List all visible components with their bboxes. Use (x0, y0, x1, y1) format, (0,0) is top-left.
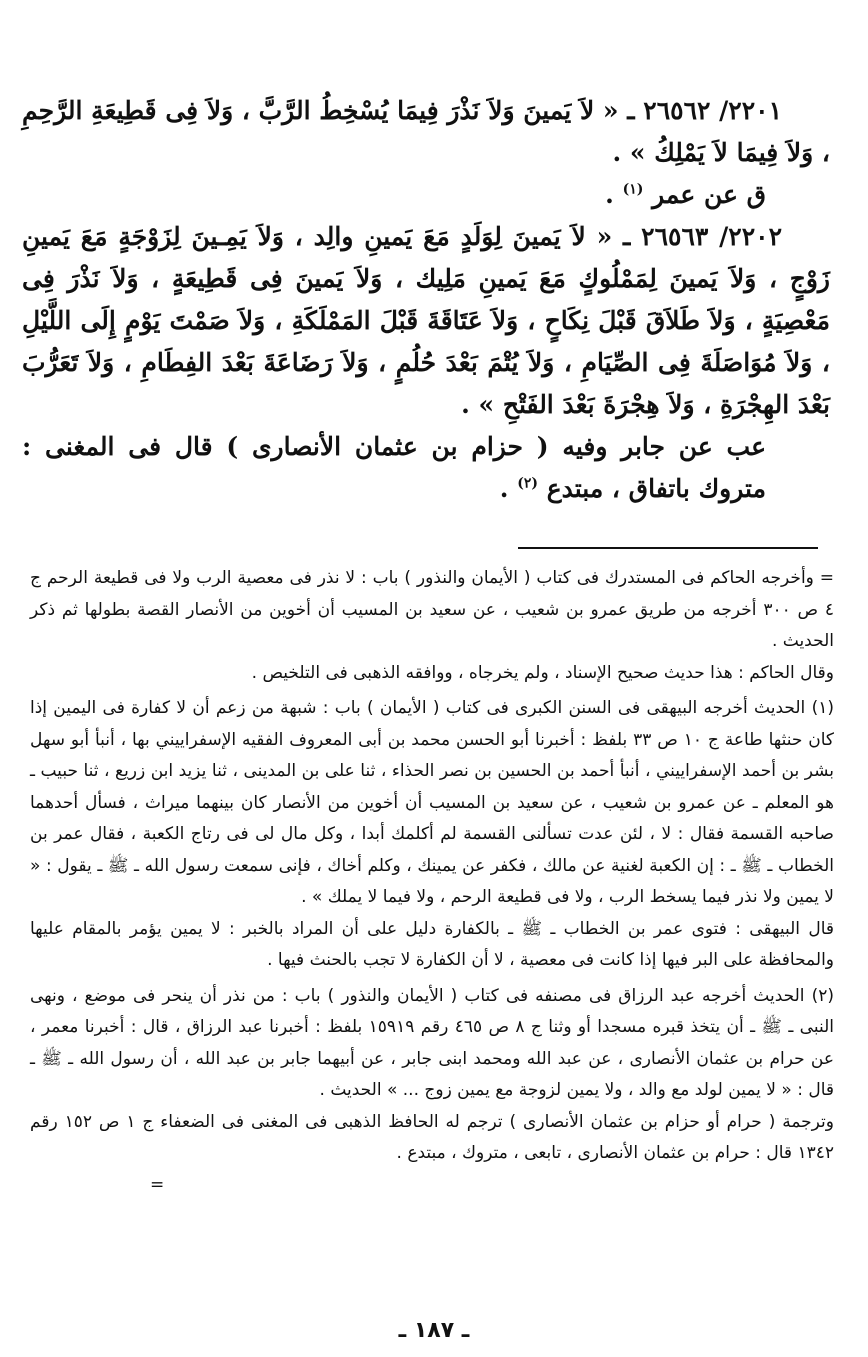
footnote-ref-1[interactable]: (١) (622, 181, 644, 198)
continues-mark: = (150, 1174, 165, 1195)
main-text (22, 90, 830, 510)
hadith-2202-source (22, 426, 830, 510)
source-text: ق عن عمر (652, 180, 766, 209)
footnote-tarjama: وترجمة ( حرام أو حزام بن عثمان الأنصارى ) ترجم له الحافظ الذهبى فى المغنى فى الضعفاء ج ١ ص ١٥٢ رقم ١٣٤٢ قال : حرام بن عثمان الأنصارى ، تابعى ، متروك ، مبتدع . (30, 1111, 834, 1163)
footnote-number: (٢) (811, 985, 834, 1006)
footnote-baihaqi-comment: قال البيهقى : فتوى عمر بن الخطاب ـ ﷺ ـ بالكفارة دليل على أن المراد بالخبر : لا يمين يؤمر بالمقام عليها والمحافظة على البر فيها إذا كانت فى معصية ، لا أن الكفارة لا تجب بالحنث فيها . (30, 918, 834, 970)
footnote-divider (518, 547, 818, 549)
hadith-2201: ٢٢٠١/ ٢٦٥٦٢ ـ « لاَ يَمينَ وَلاَ نَذْرَ فِيمَا يُسْخِطُ الرَّبَّ ، وَلاَ فِى قَطِيعَةِ الرَّحِمِ ، وَلاَ فِيمَا لاَ يَمْلِكُ » . (22, 96, 830, 167)
source-end: . (499, 474, 509, 503)
footnote-continuation: = وأخرجه الحاكم فى المستدرك فى كتاب ( الأيمان والنذور ) باب : لا نذر فى معصية الرب ولا فى قطيعة الرحم ج ٤ ص ٣٠٠ أخرجه من طريق عمرو بن شعيب ، عن سعيد بن المسيب أن أخوين من الأنصار القصة بطولها ثم ذكر الحديث . (30, 568, 834, 651)
hadith-2202: ٢٢٠٢/ ٢٦٥٦٣ ـ « لاَ يَمينَ لِوَلَدٍ مَعَ يَمينِ والِد ، وَلاَ يَمِـينَ لِزَوْجَةٍ مَعَ يَمينِ زَوْجٍ ، وَلاَ يَمينَ لِمَمْلُوكٍ مَعَ يَمينِ مَلِيك ، وَلاَ يَمينَ فِى قَطِيعَةٍ ، وَلاَ نَذْرَ فِى مَعْصِيَةٍ ، وَلاَ طَلاَقَ قَبْلَ نِكَاحٍ ، وَلاَ عَتَاقَةَ قَبْلَ المَمْلَكَةِ ، وَلاَ صَمْتَ يَوْمٍ إِلَى اللَّيْلِ ، وَلاَ مُوَاصَلَةَ فِى الصِّيَامِ ، وَلاَ يُتْمَ بَعْدَ حُلُمٍ ، وَلاَ رَضَاعَةَ بَعْدَ الفِطَامِ ، وَلاَ تَعَرُّبَ بَعْدَ الهِجْرَةِ ، وَلاَ هِجْرَةَ بَعْدَ الفَتْحِ » . (22, 222, 830, 419)
hadith-2201-source (22, 174, 830, 216)
source-end: . (605, 180, 614, 209)
footnote-1 (30, 693, 834, 977)
footnote-ref-2[interactable]: (٢) (517, 475, 538, 492)
footnote-continuation-hakim: وقال الحاكم : هذا حديث صحيح الإسناد ، ولم يخرجاه ، ووافقه الذهبى فى التلخيص . (251, 662, 834, 683)
footnote-2 (30, 981, 834, 1202)
footnote-number: (١) (811, 698, 834, 718)
page-number: ـ ١٨٧ ـ (398, 1318, 470, 1343)
footnote-text: الحديث أخرجه عبد الرزاق فى مصنفه فى كتاب ( الأيمان والنذور ) باب : من نذر أن ينحر فى موضع ، ونهى النبى ـ ﷺ ـ أن يتخذ قبره مسجدا أو وثنا ج ٨ ص ٤٦٥ رقم ١٥٩١٩ بلفظ : أخبرنا عبد الرزاق ، قال : أخبرنا معمر ، عن حرام بن عثمان الأنصارى ، عن عبد الله ومحمد ابنى جابر ، عن أبيهما جابر بن عبد الله ، أن رسول الله ـ ﷺ ـ قال : « لا يمين لولد مع والد ، ولا يمين لزوجة مع يمين زوج ... » الحديث . (30, 985, 835, 1100)
source-text: عب عن جابر وفيه ( حزام بن عثمان الأنصارى ) قال فى المغنى : متروك باتفاق ، مبتدع (22, 432, 766, 503)
footnotes (30, 563, 834, 1201)
footnote-text: الحديث أخرجه البيهقى فى السنن الكبرى فى كتاب ( الأيمان ) باب : شبهة من زعم أن لا كفارة فى اليمين إذا كان حنثها طاعة ج ١٠ ص ٣٣ بلفظ : أخبرنا أبو الحسن محمد بن أبى المعروف الفقيه الإسفراييني بها ، أنبأ أبو سهل بشر بن أحمد الإسفراييني ، أنبأ أحمد بن الحسين بن نصر الحذاء ، ثنا على بن المدينى ، ثنا يزيد ابن زريع ، ثنا حبيب ـ هو المعلم ـ عن عمرو بن شعيب ، عن سعيد بن المسيب أن أخوين من الأنصار كان بينهما ميراث ، فسأل أحدهما صاحبه القسمة فقال : لا ، لئن عدت تسألنى القسمة لم أكلمك أبدا ، وكل مال لى فى رتاج الكعبة ، فقال عمر بن الخطاب ـ ﷺ ـ : إن الكعبة لغنية عن مالك ، فكفر عن يمينك ، وكلم أخاك ، فإنى سمعت رسول الله ـ ﷺ ـ يقول : « لا يمين ولا نذر فيما يسخط الرب ، ولا فى قطيعة الرحم ، ولا فيما لا يملك » . (30, 698, 834, 907)
